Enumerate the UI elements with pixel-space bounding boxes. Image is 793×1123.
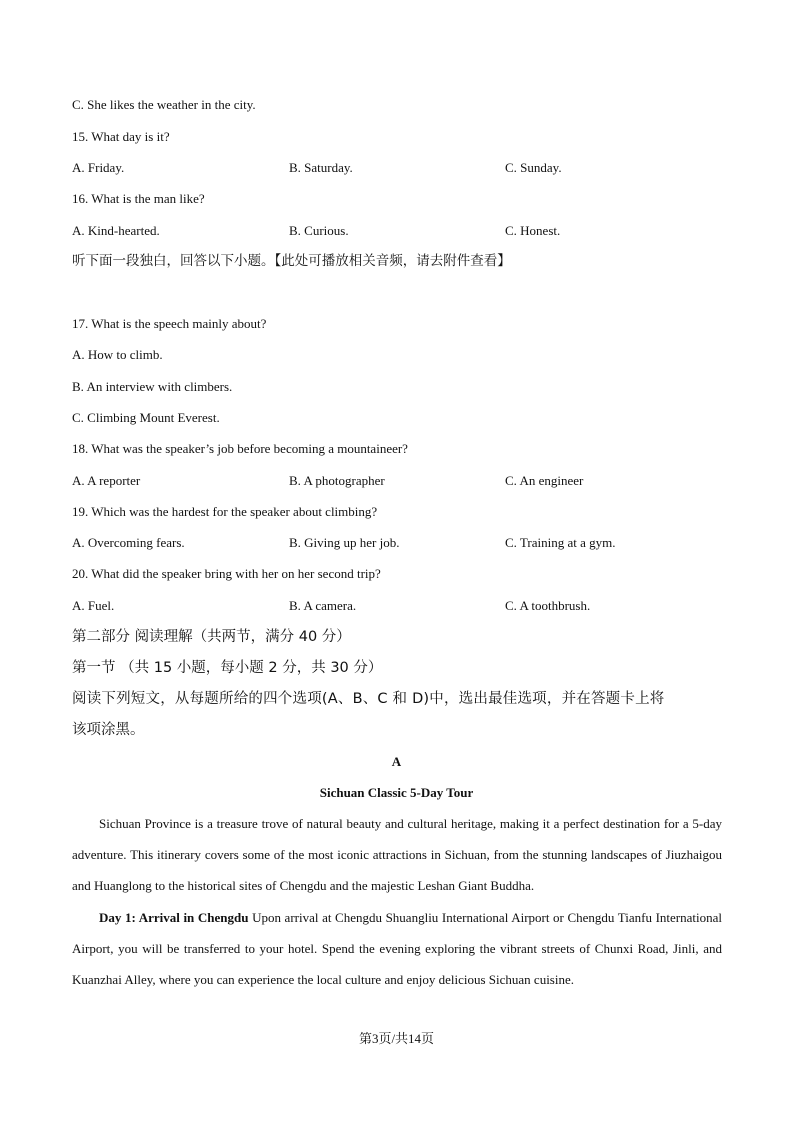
section-one-heading: 第一节 （共 15 小题，每小题 2 分，共 30 分）: [72, 660, 383, 676]
question-15: 15. What day is it?: [72, 129, 170, 144]
page-footer: 第3页/共14页: [358, 1031, 435, 1046]
option-16-c: C. Honest.: [505, 223, 561, 238]
option-20-a: A. Fuel.: [72, 598, 115, 613]
passage-paragraph-day1: [72, 902, 722, 996]
part-two-heading: 第二部分 阅读理解（共两节，满分 40 分）: [72, 629, 351, 645]
question-17: 17. What is the speech mainly about?: [72, 316, 267, 331]
passage-body: [72, 808, 722, 995]
question-18: 18. What was the speaker’s job before becoming a mountaineer?: [72, 441, 408, 456]
option-18-c: C. An engineer: [505, 473, 584, 488]
option-15-a: A. Friday.: [72, 160, 125, 175]
passage-title: Sichuan Classic 5-Day Tour: [319, 785, 474, 800]
day1-text: Upon arrival at Chengdu Shuangliu International Airport or Chengdu Tianfu International Airport, you will be transferred to your hotel. Spend the evening exploring the vibrant streets of Chunxi Road, Jinli, and Kuanzhai Alley, where you can experience the local culture and enjoy delicious Sichuan cuisine.: [72, 909, 722, 988]
reading-instruction-line1: 阅读下列短文，从每题所给的四个选项(A、B、C 和 D)中，选出最佳选项，并在答题卡上将: [72, 691, 665, 707]
line-option-c-prev: C. She likes the weather in the city.: [72, 97, 256, 112]
option-19-a: A. Overcoming fears.: [72, 535, 185, 550]
option-15-b: B. Saturday.: [289, 160, 353, 175]
option-17-b: B. An interview with climbers.: [72, 379, 233, 394]
option-16-a: A. Kind-hearted.: [72, 223, 160, 238]
option-19-c: C. Training at a gym.: [505, 535, 616, 550]
option-15-c: C. Sunday.: [505, 160, 562, 175]
listening-instruction: 听下面一段独白，回答以下小题。【此处可播放相关音频，请去附件查看】: [72, 253, 511, 269]
passage-paragraph-1: Sichuan Province is a treasure trove of natural beauty and cultural heritage, making it a perfect destination for a 5-day adventure. This itinerary covers some of the most iconic attractions in Sichuan, from the stunning landscapes of Jiuzhaigou and Huanglong to the historical sites of Chengdu and the majestic Leshan Giant Buddha.: [72, 816, 722, 894]
day1-label: Day 1: Arrival in Chengdu: [99, 909, 249, 925]
question-16: 16. What is the man like?: [72, 191, 205, 206]
passage-letter: A: [391, 754, 402, 769]
option-20-b: B. A camera.: [289, 598, 357, 613]
option-19-b: B. Giving up her job.: [289, 535, 400, 550]
option-18-a: A. A reporter: [72, 473, 141, 488]
question-19: 19. Which was the hardest for the speaker about climbing?: [72, 504, 378, 519]
reading-instruction-line2: 该项涂黑。: [72, 722, 145, 738]
option-20-c: C. A toothbrush.: [505, 598, 591, 613]
option-16-b: B. Curious.: [289, 223, 349, 238]
option-17-c: C. Climbing Mount Everest.: [72, 410, 220, 425]
option-17-a: A. How to climb.: [72, 347, 163, 362]
option-18-b: B. A photographer: [289, 473, 385, 488]
question-20: 20. What did the speaker bring with her on her second trip?: [72, 566, 381, 581]
